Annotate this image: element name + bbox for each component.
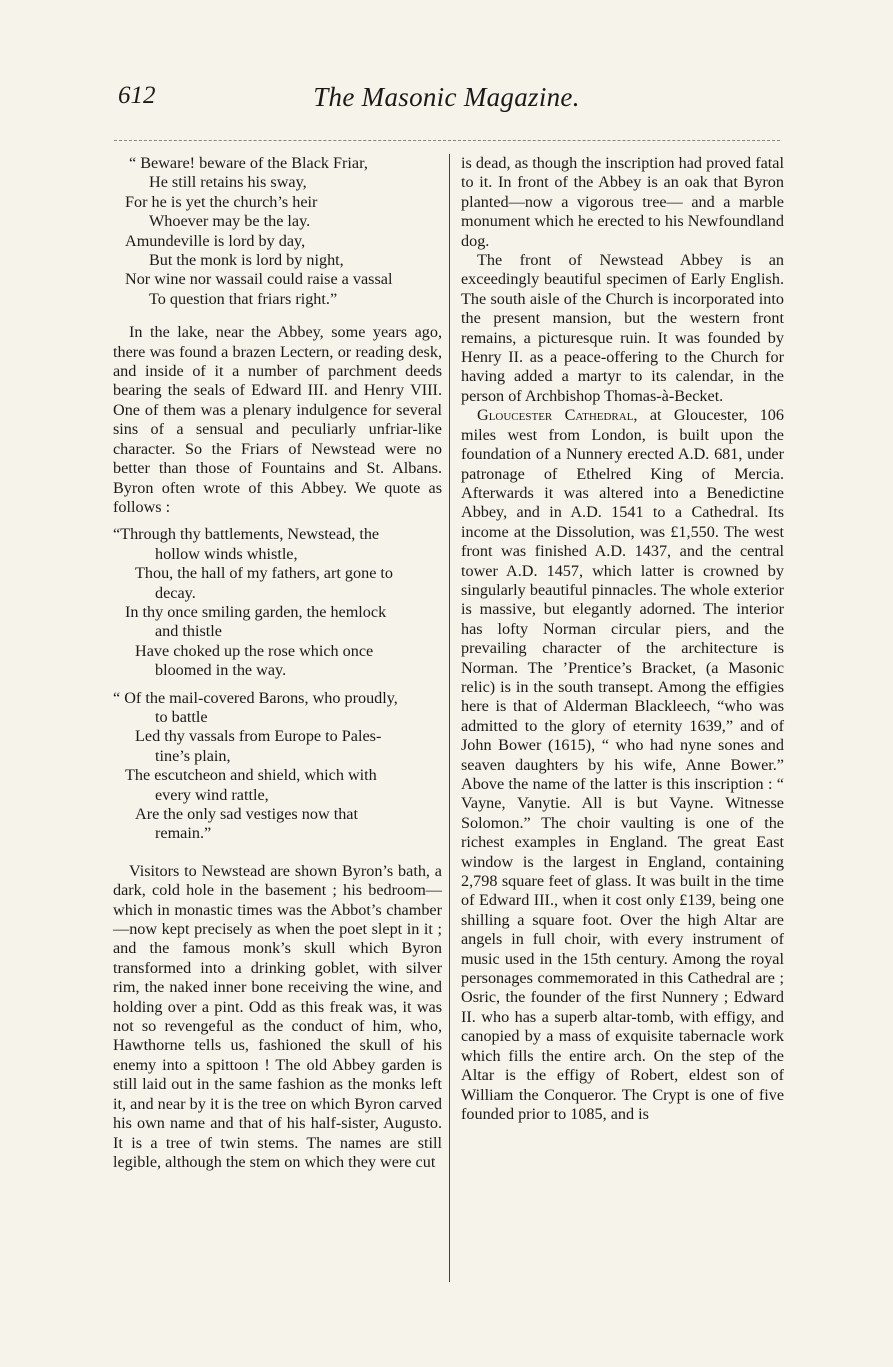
poem-line: To question that friars right.” bbox=[149, 289, 338, 308]
poem-line: Nor wine nor wassail could raise a vassal bbox=[125, 270, 393, 289]
paragraph-gloucester bbox=[461, 406, 784, 1124]
poem-line: remain.” bbox=[155, 824, 212, 843]
poem-line: He still retains his sway, bbox=[149, 173, 307, 192]
poem-line: “ Beware! beware of the Black Friar, bbox=[129, 154, 368, 172]
poem-line: Thou, the hall of my fathers, art gone to bbox=[135, 564, 394, 583]
poem-line: every wind rattle, bbox=[155, 785, 269, 804]
header-rule bbox=[114, 140, 780, 141]
gloucester-heading: Gloucester Cathedral, bbox=[477, 406, 638, 425]
poem-line: and thistle bbox=[155, 622, 222, 641]
poem-line: “ Of the mail-covered Barons, who proudly, bbox=[113, 688, 398, 707]
poem-line: In thy once smiling garden, the hemlock bbox=[125, 602, 387, 621]
gloucester-text: at Gloucester, 106 miles west from London, is built upon the foundation of a Nunnery erected A.D. 681, under patronage of Ethelred King of Mercia. Afterwards it was altered into a Benedictine Abbey, and in A.D. 1541 to a Cathedral. Its income at the Dissolution, was £1,550. The west front was finished A.D. 1437, and the central tower A.D. 1457, which latter is crowned by singularly beautiful pinnacles. The whole exterior is massive, but elegantly adorned. The interior has lofty Norman circular piers, and the prevailing character of the architecture is Norman. The ’Prentice’s Bracket, (a Masonic relic) is in the south transept. Among the effigies here is that of Alderman Blackleech, “who was admitted to the glory of eternity 1639,” and of John Bower (1615), “ who had nyne sones and seaven daughters by his wife, Anne Bower.” Above the name of the latter is this inscription : “ Vayne, Vanytie. All is but Vayne. Witnesse Solomon.” The choir vaulting is one of the richest examples in England. The great East window is the largest in England, containing 2,798 square feet of glass. It was built in the time of Edward III., when it cost only £139, being one shilling a square foot. Over the high Altar are angels in full choir, with every instrument of music used in the 15th century. Among the royal personages commemorated in this Cathedral are ; Osric, the founder of the first Nunnery ; Edward II. who has a superb altar-tomb, with effigy, and canopied by a mass of exquisite tabernacle work which fills the entire arch. On the step of the Altar is the effigy of Robert, eldest son of William the Conqueror. The Crypt is one of five founded prior to 1085, and is bbox=[461, 406, 784, 1123]
poem-line: hollow winds whistle, bbox=[155, 544, 298, 563]
page-number: 612 bbox=[118, 82, 156, 109]
poem-line: tine’s plain, bbox=[155, 746, 231, 765]
poem-line: But the monk is lord by night, bbox=[149, 251, 344, 270]
poem-line: Led thy vassals from Europe to Pales- bbox=[135, 727, 382, 746]
paragraph-continued: is dead, as though the inscription had proved fatal to it. In front of the Abbey is an oak that Byron planted—now a vigorous tree— and a marble monument which he erected to his Newfoundland dog. bbox=[461, 154, 784, 250]
poem-line: to battle bbox=[155, 707, 208, 726]
left-column bbox=[113, 154, 442, 1172]
paragraph-newstead-front: The front of Newstead Abbey is an exceedingly beautiful specimen of Early English. The south aisle of the Church is incorporated into the present mansion, but the western front remains, a picturesque ruin. It was founded by Henry II. as a peace-offering to the Church for having added a martyr to its calendar, in the person of Archbishop Thomas-à-Becket. bbox=[461, 251, 784, 405]
poem-newstead bbox=[113, 525, 442, 844]
poem-line: Whoever may be the lay. bbox=[149, 212, 311, 231]
running-title: The Masonic Magazine. bbox=[313, 82, 580, 112]
paragraph-visitors: Visitors to Newstead are shown Byron’s bath, a dark, cold hole in the basement ; his bedroom—which in monastic times was the Abbot’s chamber—now kept precisely as when the poet slept in it ; and the famous monk’s skull which Byron transformed into a drinking goblet, with silver rim, the naked inner bone receiving the wine, and holding over a pint. Odd as this freak was, it was not so revengeful as the conduct of him, who, Hawthorne tells us, fashioned the skull of his enemy into a spittoon ! The old Abbey garden is still laid out in the same fashion as the monks left it, and near by it is the tree on which Byron carved his own name and that of his half-sister, Augusto. It is a tree of twin stems. The names are still legible, although the stem on which they were cut bbox=[113, 861, 442, 1171]
poem-line: decay. bbox=[155, 583, 196, 602]
poem-line: The escutcheon and shield, which with bbox=[125, 766, 377, 785]
poem-line: Amundeville is lord by day, bbox=[125, 231, 306, 250]
poem-line: Have choked up the rose which once bbox=[135, 641, 374, 660]
right-column bbox=[461, 154, 784, 1124]
paragraph-lectern: In the lake, near the Abbey, some years ago, there was found a brazen Lectern, or reading desk, and inside of it a number of parchment deeds bearing the seals of Edward III. and Henry VIII. One of them was a plenary indulgence for several sins of a sensual and peculiarly unfriar-like character. So the Friars of Newstead were no better than those of Fountains and St. Albans. Byron often wrote of this Abbey. We quote as follows : bbox=[113, 323, 442, 516]
poem-line: “Through thy battlements, Newstead, the bbox=[113, 525, 380, 544]
poem-line: For he is yet the church’s heir bbox=[125, 192, 318, 211]
column-divider bbox=[449, 154, 450, 1282]
poem-black-friar bbox=[113, 154, 442, 309]
poem-line: bloomed in the way. bbox=[155, 661, 287, 680]
poem-line: Are the only sad vestiges now that bbox=[135, 805, 358, 823]
